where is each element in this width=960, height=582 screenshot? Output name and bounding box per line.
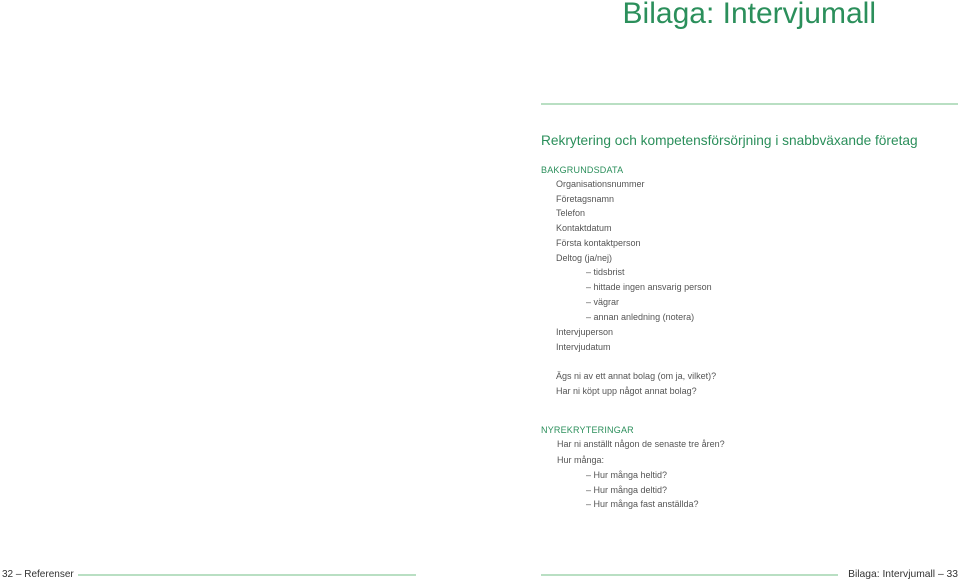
field-label: Företagsnamn	[556, 194, 615, 204]
section-heading-background: BAKGRUNDSDATA	[541, 165, 624, 175]
field-label: Intervjuperson	[556, 327, 614, 337]
field-label: Deltog (ja/nej)	[556, 253, 613, 263]
footer-left-page-label: 32 – Referenser	[2, 569, 74, 580]
followup-item: – Hur många deltid?	[586, 485, 668, 495]
field-label: Telefon	[556, 208, 586, 218]
followup-item: – Hur många heltid?	[586, 470, 668, 480]
footer-divider-right	[541, 574, 838, 576]
field-label: Kontaktdatum	[556, 223, 612, 233]
section-heading-recruitment: NYREKRYTERINGAR	[541, 425, 634, 435]
reason-item: – annan anledning (notera)	[586, 312, 695, 322]
question-item: Ägs ni av ett annat bolag (om ja, vilket)?	[556, 371, 717, 381]
followup-item: – Hur många fast anställda?	[586, 499, 699, 509]
reason-item: – tidsbrist	[586, 267, 625, 277]
footer-right-page-label: Bilaga: Intervjumall – 33	[848, 569, 958, 580]
document-subtitle: Rekrytering och kompetensförsörjning i snabbväxande företag	[541, 133, 918, 148]
field-label: Första kontaktperson	[556, 238, 641, 248]
reason-item: – hittade ingen ansvarig person	[586, 282, 712, 292]
page-title: Bilaga: Intervjumall	[622, 0, 876, 30]
reason-item: – vägrar	[586, 297, 620, 307]
question-item: Har ni köpt upp något annat bolag?	[556, 386, 697, 396]
question-item: Har ni anställt någon de senaste tre åren?	[557, 439, 725, 449]
field-label: Intervjudatum	[556, 342, 611, 352]
footer-divider-left	[78, 574, 416, 576]
header-divider	[541, 103, 958, 105]
question-item: Hur många:	[557, 455, 605, 465]
field-label: Organisationsnummer	[556, 179, 645, 189]
